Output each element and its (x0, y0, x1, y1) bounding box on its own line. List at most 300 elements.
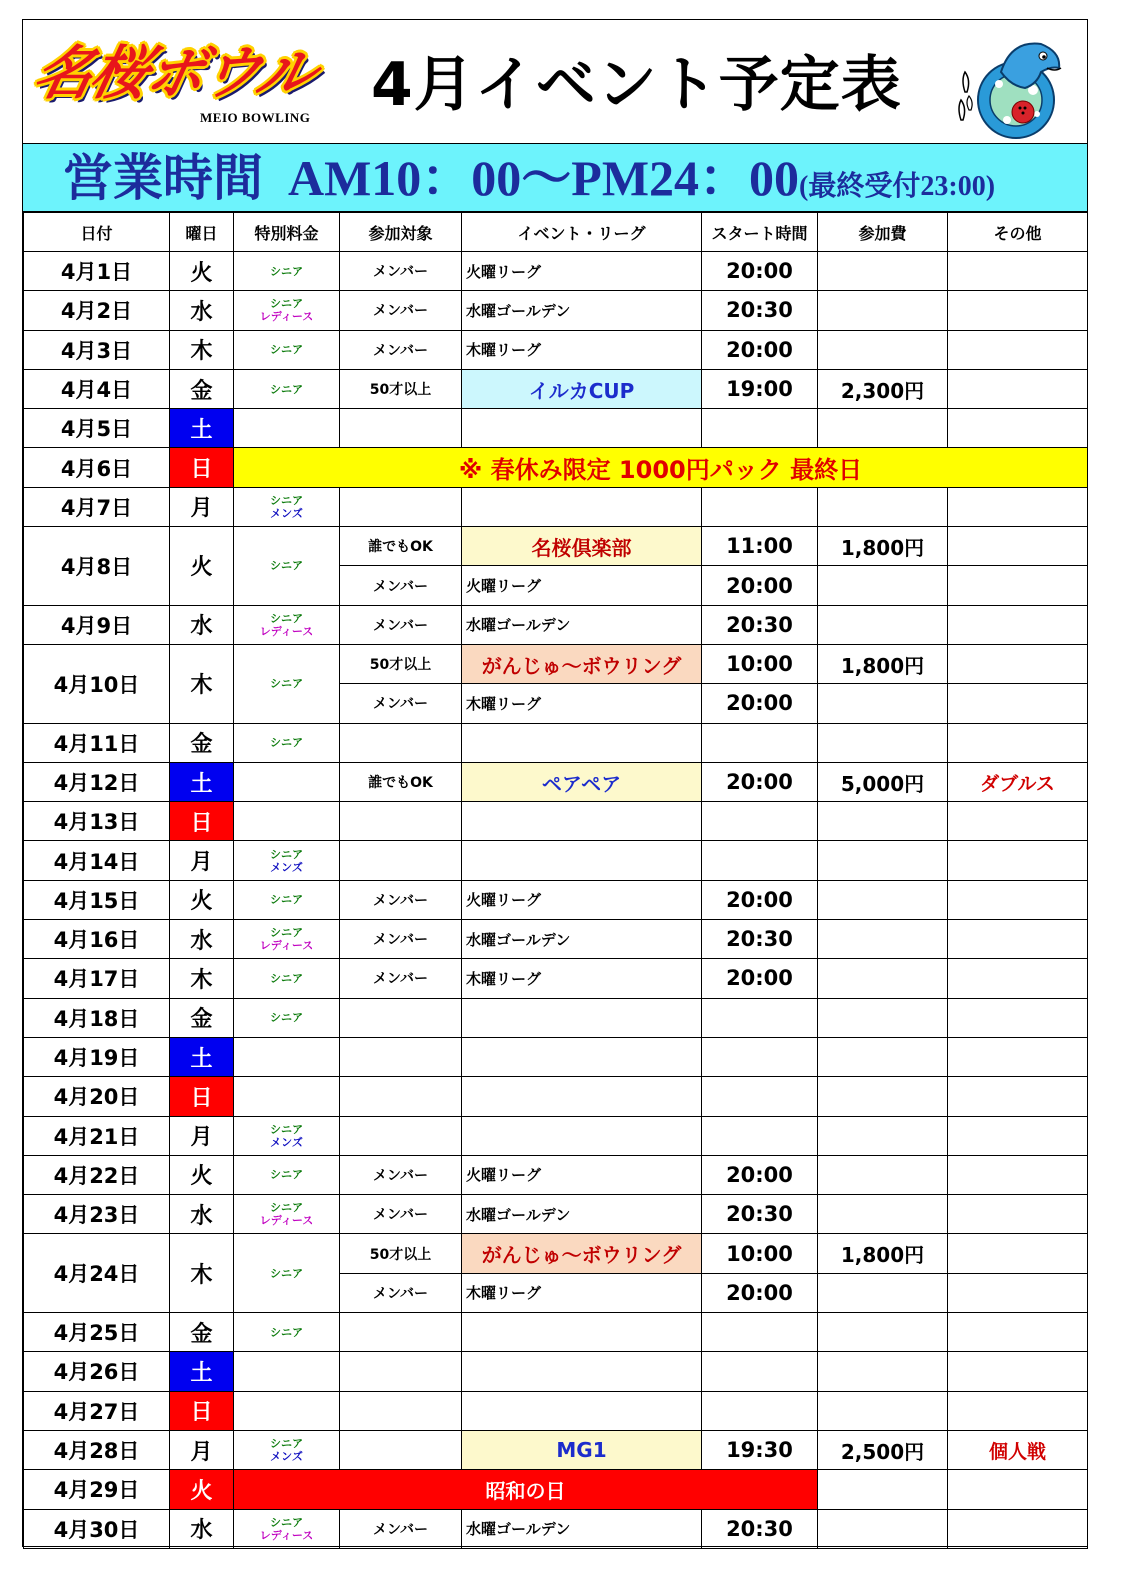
date-cell: 4月2日 (24, 291, 170, 330)
other-cell (948, 723, 1088, 762)
special-rate-cell (234, 1430, 340, 1469)
table-row (24, 1037, 1088, 1076)
rate-label-senior: シニア (270, 1122, 303, 1136)
table-row (24, 1116, 1088, 1155)
other-cell (948, 527, 1088, 566)
event-cell (462, 1352, 702, 1391)
start-time-cell (702, 487, 818, 526)
date-cell: 4月3日 (24, 330, 170, 369)
date-cell: 4月13日 (24, 802, 170, 841)
weekday-cell: 木 (170, 330, 234, 369)
weekday-cell: 金 (170, 723, 234, 762)
table-row (24, 1313, 1088, 1352)
start-time-cell: 20:30 (702, 605, 818, 644)
table-row (24, 959, 1088, 998)
start-time-cell: 19:30 (702, 1430, 818, 1469)
special-rate-cell (234, 1077, 340, 1116)
fee-cell (818, 330, 948, 369)
date-cell: 4月9日 (24, 605, 170, 644)
date-cell: 4月17日 (24, 959, 170, 998)
start-time-cell: 20:30 (702, 1195, 818, 1234)
start-time-cell: 20:00 (702, 1273, 818, 1312)
special-rate-cell (234, 880, 340, 919)
start-time-cell (702, 1037, 818, 1076)
other-cell (948, 1509, 1088, 1548)
rate-label-senior: シニア (270, 1011, 303, 1025)
rate-label-senior: シニア (270, 382, 303, 396)
event-cell (462, 1391, 702, 1430)
table-row (24, 880, 1088, 919)
other-cell (948, 644, 1088, 683)
other-cell (948, 605, 1088, 644)
other-cell (948, 802, 1088, 841)
event-cell: 火曜リーグ (462, 1155, 702, 1194)
fee-cell (818, 1313, 948, 1352)
fee-cell (818, 291, 948, 330)
rate-label-ladies: レディース (259, 939, 314, 953)
target-cell: メンバー (340, 291, 462, 330)
table-row (24, 330, 1088, 369)
weekday-cell: 日 (170, 1391, 234, 1430)
rate-label-senior: シニア (270, 677, 303, 691)
target-cell: メンバー (340, 1273, 462, 1312)
fee-cell (818, 723, 948, 762)
target-cell: 50才以上 (340, 644, 462, 683)
start-time-cell: 11:00 (702, 527, 818, 566)
fee-cell (818, 920, 948, 959)
start-time-cell: 10:00 (702, 644, 818, 683)
weekday-cell: 木 (170, 1234, 234, 1313)
event-cell (462, 1116, 702, 1155)
rate-label-senior: シニア (270, 847, 303, 861)
fee-cell (818, 1077, 948, 1116)
weekday-cell: 木 (170, 959, 234, 998)
target-cell (340, 409, 462, 448)
fee-cell (818, 1273, 948, 1312)
special-rate-cell (234, 802, 340, 841)
target-cell: 50才以上 (340, 369, 462, 408)
fee-cell (818, 880, 948, 919)
column-header-other: その他 (948, 213, 1088, 252)
date-cell: 4月28日 (24, 1430, 170, 1469)
other-cell: 個人戦 (948, 1430, 1088, 1469)
logo-text: 名桜ボウル (27, 39, 321, 107)
weekday-cell: 日 (170, 448, 234, 487)
table-row (24, 291, 1088, 330)
special-rate-cell (234, 369, 340, 408)
fee-cell: 2,300円 (818, 369, 948, 408)
date-cell: 4月1日 (24, 252, 170, 291)
date-cell: 4月20日 (24, 1077, 170, 1116)
special-rate-cell (234, 1352, 340, 1391)
date-cell: 4月4日 (24, 369, 170, 408)
special-rate-cell (234, 723, 340, 762)
rate-label-ladies: レディース (259, 624, 314, 638)
other-cell (948, 291, 1088, 330)
weekday-cell: 金 (170, 1313, 234, 1352)
weekday-cell: 火 (170, 1470, 234, 1509)
target-cell: メンバー (340, 959, 462, 998)
target-cell (340, 1352, 462, 1391)
column-header-fee: 参加費 (818, 213, 948, 252)
special-rate-cell (234, 841, 340, 880)
date-cell: 4月18日 (24, 998, 170, 1037)
other-cell (948, 1470, 1088, 1509)
special-rate-cell (234, 1391, 340, 1430)
rate-label-mens: メンズ (270, 506, 303, 520)
date-cell: 4月24日 (24, 1234, 170, 1313)
weekday-cell: 火 (170, 527, 234, 606)
rate-label-senior: シニア (270, 893, 303, 907)
weekday-cell: 火 (170, 880, 234, 919)
start-time-cell (702, 1313, 818, 1352)
target-cell: メンバー (340, 1195, 462, 1234)
special-rate-cell (234, 644, 340, 723)
other-cell (948, 684, 1088, 723)
schedule-sheet (22, 19, 1088, 1547)
special-rate-cell (234, 330, 340, 369)
start-time-cell: 20:00 (702, 1155, 818, 1194)
target-cell: 誰でもOK (340, 527, 462, 566)
rate-label-senior: シニア (270, 493, 303, 507)
special-rate-cell (234, 920, 340, 959)
table-row (24, 369, 1088, 408)
date-cell: 4月14日 (24, 841, 170, 880)
rate-label-senior: シニア (270, 611, 303, 625)
weekday-cell: 日 (170, 1077, 234, 1116)
table-row (24, 762, 1088, 801)
target-cell (340, 1077, 462, 1116)
target-cell (340, 1313, 462, 1352)
event-cell: がんじゅ〜ボウリング (462, 644, 702, 683)
target-cell (340, 1430, 462, 1469)
column-header-target: 参加対象 (340, 213, 462, 252)
special-rate-cell (234, 291, 340, 330)
event-cell: 水曜ゴールデン (462, 605, 702, 644)
hours-label: 営業時間 (63, 150, 263, 206)
target-cell (340, 841, 462, 880)
business-hours-banner (23, 144, 1087, 212)
weekday-cell: 火 (170, 252, 234, 291)
weekday-cell: 月 (170, 841, 234, 880)
rate-label-senior: シニア (270, 343, 303, 357)
start-time-cell: 20:00 (702, 959, 818, 998)
header (23, 20, 1087, 144)
other-cell (948, 1037, 1088, 1076)
other-cell (948, 1155, 1088, 1194)
event-cell (462, 841, 702, 880)
weekday-cell: 土 (170, 1037, 234, 1076)
special-rate-cell (234, 1509, 340, 1548)
other-cell (948, 566, 1088, 605)
weekday-cell: 水 (170, 1509, 234, 1548)
fee-cell (818, 998, 948, 1037)
start-time-cell: 10:00 (702, 1234, 818, 1273)
fee-cell (818, 1352, 948, 1391)
target-cell: メンバー (340, 1155, 462, 1194)
event-cell: 水曜ゴールデン (462, 920, 702, 959)
start-time-cell (702, 409, 818, 448)
start-time-cell: 19:00 (702, 369, 818, 408)
date-cell: 4月5日 (24, 409, 170, 448)
rate-label-mens: メンズ (270, 1450, 303, 1464)
special-rate-cell (234, 605, 340, 644)
weekday-cell: 木 (170, 644, 234, 723)
weekday-cell: 月 (170, 1430, 234, 1469)
rate-label-senior: シニア (270, 559, 303, 573)
fee-cell (818, 1391, 948, 1430)
fee-cell (818, 802, 948, 841)
other-cell (948, 1391, 1088, 1430)
target-cell (340, 487, 462, 526)
start-time-cell (702, 841, 818, 880)
start-time-cell: 20:00 (702, 762, 818, 801)
rate-label-senior: シニア (270, 1325, 303, 1339)
rate-label-ladies: レディース (259, 1214, 314, 1228)
target-cell (340, 1116, 462, 1155)
target-cell: 誰でもOK (340, 762, 462, 801)
event-cell: ペアペア (462, 762, 702, 801)
event-cell (462, 723, 702, 762)
date-cell: 4月30日 (24, 1509, 170, 1548)
weekday-cell: 金 (170, 998, 234, 1037)
other-cell (948, 487, 1088, 526)
date-cell: 4月25日 (24, 1313, 170, 1352)
event-cell: 水曜ゴールデン (462, 1509, 702, 1548)
other-cell (948, 1352, 1088, 1391)
date-cell: 4月16日 (24, 920, 170, 959)
rate-label-mens: メンズ (270, 1135, 303, 1149)
table-row (24, 527, 1088, 566)
event-cell (462, 802, 702, 841)
event-cell (462, 409, 702, 448)
event-cell: MG1 (462, 1430, 702, 1469)
target-cell: メンバー (340, 566, 462, 605)
target-cell: 50才以上 (340, 1234, 462, 1273)
start-time-cell: 20:30 (702, 1509, 818, 1548)
weekday-cell: 日 (170, 802, 234, 841)
weekday-cell: 水 (170, 1195, 234, 1234)
rate-label-ladies: レディース (259, 1528, 314, 1542)
table-row (24, 841, 1088, 880)
rate-label-senior: シニア (270, 1515, 303, 1529)
event-cell: 水曜ゴールデン (462, 291, 702, 330)
special-rate-cell (234, 1037, 340, 1076)
date-cell: 4月8日 (24, 527, 170, 606)
target-cell (340, 998, 462, 1037)
target-cell: メンバー (340, 1509, 462, 1548)
date-cell: 4月15日 (24, 880, 170, 919)
table-row (24, 409, 1088, 448)
weekday-cell: 水 (170, 605, 234, 644)
target-cell: メンバー (340, 920, 462, 959)
other-cell (948, 1313, 1088, 1352)
hours-note: (最終受付23:00) (799, 171, 996, 202)
rate-label-senior: シニア (270, 1266, 303, 1280)
start-time-cell (702, 1116, 818, 1155)
date-cell: 4月10日 (24, 644, 170, 723)
table-row (24, 605, 1088, 644)
fee-cell (818, 252, 948, 291)
target-cell: メンバー (340, 880, 462, 919)
table-row (24, 1352, 1088, 1391)
other-cell (948, 252, 1088, 291)
rate-label-senior: シニア (270, 1437, 303, 1451)
table-row (24, 644, 1088, 683)
date-cell: 4月29日 (24, 1470, 170, 1509)
date-cell: 4月22日 (24, 1155, 170, 1194)
target-cell: メンバー (340, 605, 462, 644)
other-cell (948, 841, 1088, 880)
table-row (24, 252, 1088, 291)
rate-label-senior: シニア (270, 1201, 303, 1215)
column-header-dow: 曜日 (170, 213, 234, 252)
special-rate-cell (234, 998, 340, 1037)
table-row (24, 1430, 1088, 1469)
other-cell (948, 1273, 1088, 1312)
fee-cell (818, 1155, 948, 1194)
start-time-cell (702, 1352, 818, 1391)
table-row (24, 448, 1088, 487)
special-rate-cell (234, 527, 340, 606)
event-schedule-table (23, 212, 1088, 1549)
fee-cell (818, 1037, 948, 1076)
start-time-cell: 20:00 (702, 252, 818, 291)
start-time-cell: 20:00 (702, 684, 818, 723)
special-rate-cell (234, 1234, 340, 1313)
weekday-cell: 水 (170, 920, 234, 959)
target-cell (340, 1391, 462, 1430)
fee-cell (818, 1470, 948, 1509)
weekday-cell: 土 (170, 762, 234, 801)
start-time-cell: 20:30 (702, 920, 818, 959)
date-cell: 4月11日 (24, 723, 170, 762)
rate-label-mens: メンズ (270, 860, 303, 874)
event-cell: 木曜リーグ (462, 959, 702, 998)
target-cell (340, 1037, 462, 1076)
column-header-start-time: スタート時間 (702, 213, 818, 252)
table-row (24, 487, 1088, 526)
special-rate-cell (234, 959, 340, 998)
date-cell: 4月27日 (24, 1391, 170, 1430)
event-cell: 水曜ゴールデン (462, 1195, 702, 1234)
start-time-cell (702, 723, 818, 762)
hours-range: AM10：00〜PM24：00 (288, 150, 800, 206)
event-cell: 名桜倶楽部 (462, 527, 702, 566)
event-cell: イルカCUP (462, 369, 702, 408)
weekday-cell: 金 (170, 369, 234, 408)
event-cell (462, 487, 702, 526)
other-cell (948, 959, 1088, 998)
special-rate-cell (234, 1313, 340, 1352)
other-cell (948, 1195, 1088, 1234)
other-cell (948, 330, 1088, 369)
fee-cell: 2,500円 (818, 1430, 948, 1469)
special-rate-cell (234, 487, 340, 526)
other-cell (948, 998, 1088, 1037)
weekday-cell: 水 (170, 291, 234, 330)
fee-cell: 5,000円 (818, 762, 948, 801)
start-time-cell: 20:00 (702, 566, 818, 605)
rate-label-senior: シニア (270, 926, 303, 940)
rate-label-senior: シニア (270, 297, 303, 311)
special-rate-cell (234, 1116, 340, 1155)
special-rate-cell (234, 409, 340, 448)
event-cell: 火曜リーグ (462, 566, 702, 605)
event-cell: がんじゅ〜ボウリング (462, 1234, 702, 1273)
fee-cell (818, 487, 948, 526)
date-cell: 4月6日 (24, 448, 170, 487)
table-row (24, 920, 1088, 959)
table-row (24, 802, 1088, 841)
dolphin-mascot-icon (941, 32, 1081, 140)
start-time-cell (702, 1391, 818, 1430)
table-header-row (24, 213, 1088, 252)
start-time-cell: 20:00 (702, 330, 818, 369)
column-header-date: 日付 (24, 213, 170, 252)
logo (27, 38, 365, 138)
start-time-cell: 20:00 (702, 880, 818, 919)
fee-cell (818, 605, 948, 644)
table-row (24, 1155, 1088, 1194)
special-rate-cell (234, 252, 340, 291)
table-row (24, 1391, 1088, 1430)
event-cell (462, 1313, 702, 1352)
event-cell (462, 998, 702, 1037)
weekday-cell: 月 (170, 487, 234, 526)
event-cell (462, 1077, 702, 1116)
weekday-cell: 土 (170, 409, 234, 448)
holiday-banner: 昭和の日 (234, 1470, 818, 1509)
target-cell: メンバー (340, 684, 462, 723)
start-time-cell (702, 802, 818, 841)
special-rate-cell (234, 1195, 340, 1234)
table-row (24, 998, 1088, 1037)
table-row (24, 1077, 1088, 1116)
event-cell: 火曜リーグ (462, 252, 702, 291)
fee-cell (818, 409, 948, 448)
date-cell: 4月7日 (24, 487, 170, 526)
fee-cell: 1,800円 (818, 1234, 948, 1273)
event-cell: 火曜リーグ (462, 880, 702, 919)
start-time-cell (702, 1077, 818, 1116)
target-cell: メンバー (340, 330, 462, 369)
event-cell: 木曜リーグ (462, 1273, 702, 1312)
date-cell: 4月19日 (24, 1037, 170, 1076)
event-cell: 木曜リーグ (462, 330, 702, 369)
table-row (24, 1195, 1088, 1234)
fee-cell (818, 1509, 948, 1548)
date-cell: 4月26日 (24, 1352, 170, 1391)
start-time-cell: 20:30 (702, 291, 818, 330)
date-cell: 4月12日 (24, 762, 170, 801)
target-cell (340, 723, 462, 762)
other-cell (948, 369, 1088, 408)
fee-cell (818, 1116, 948, 1155)
column-header-event: イベント・リーグ (462, 213, 702, 252)
logo-subtext: MEIO BOWLING (200, 110, 311, 125)
fee-cell (818, 959, 948, 998)
column-header-special-rate: 特別料金 (234, 213, 340, 252)
special-rate-cell (234, 1155, 340, 1194)
weekday-cell: 火 (170, 1155, 234, 1194)
event-cell (462, 1037, 702, 1076)
spring-break-banner: ※ 春休み限定 1000円パック 最終日 (234, 448, 1088, 487)
other-cell (948, 880, 1088, 919)
rate-label-senior: シニア (270, 1168, 303, 1182)
special-rate-cell (234, 762, 340, 801)
table-row (24, 1234, 1088, 1273)
